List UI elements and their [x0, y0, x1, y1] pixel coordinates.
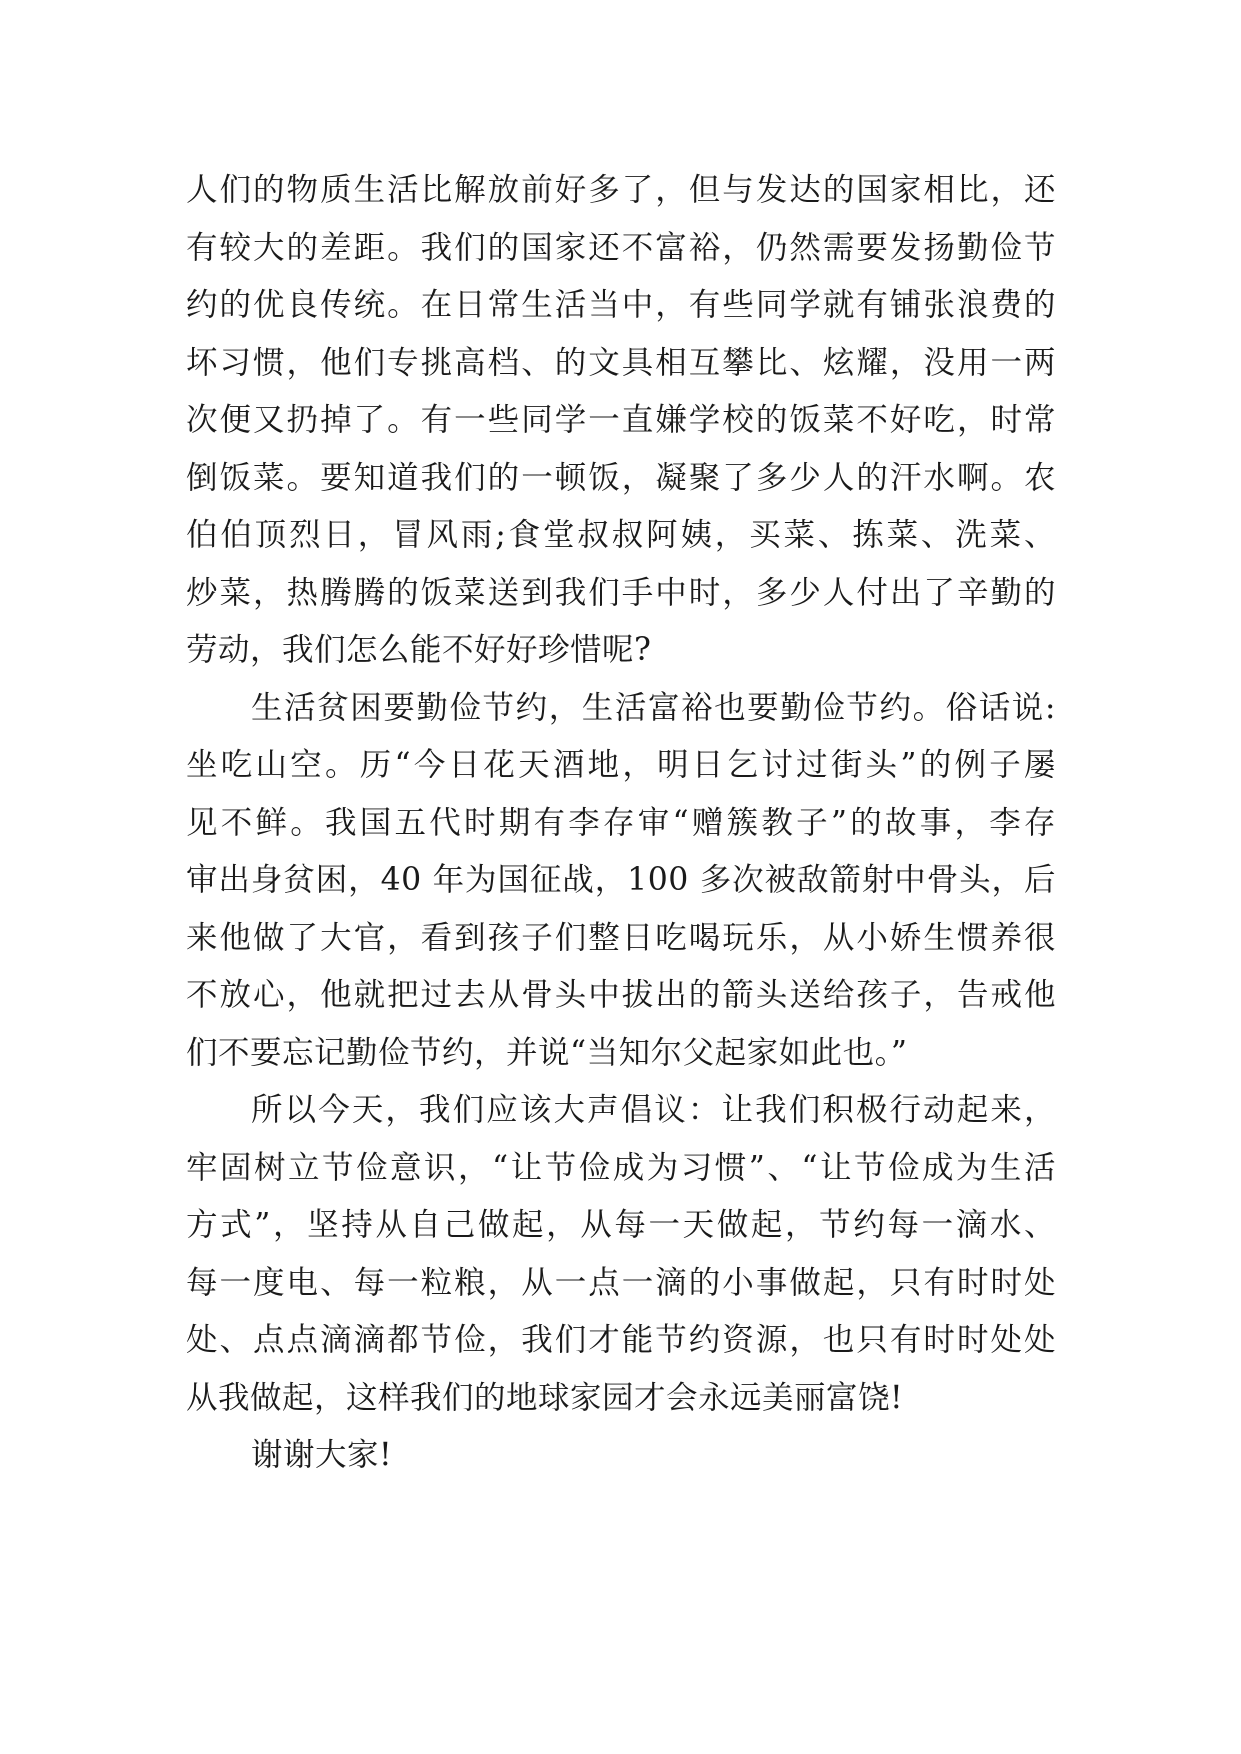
text-line: 每一度电、每一粒粮，从一点一滴的小事做起，只有时时处: [186, 1264, 1056, 1301]
text-line: 不放心，他就把过去从骨头中拔出的箭头送给孩子，告戒他: [186, 977, 1056, 1013]
text-line: 处、点点滴滴都节俭，我们才能节约资源，也只有时时处处: [186, 1322, 1056, 1358]
text-line: 人们的物质生活比解放前好多了，但与发达的国家相比，还: [186, 172, 1056, 208]
text-line: 谢谢大家!: [251, 1437, 393, 1473]
text-line: 约的优良传统。在日常生活当中，有些同学就有铺张浪费的: [186, 287, 1056, 323]
text-line: 次便又扔掉了。有一些同学一直嫌学校的饭菜不好吃，时常: [186, 402, 1056, 438]
text-line: 坐吃山空。历“今日花天酒地，明日乞讨过街头”的例子屡: [186, 747, 1056, 783]
text-line: 炒菜，热腾腾的饭菜送到我们手中时，多少人付出了辛勤的: [186, 574, 1056, 611]
text-line: 见不鲜。我国五代时期有李存审“赠簇教子”的故事，李存: [186, 804, 1056, 841]
text-line: 方式”，坚持从自己做起，从每一天做起，节约每一滴水、: [186, 1207, 1056, 1243]
text-line: 生活贫困要勤俭节约，生活富裕也要勤俭节约。俗话说:: [251, 689, 1056, 726]
text-line: 牢固树立节俭意识，“让节俭成为习惯”、“让节俭成为生活: [186, 1149, 1056, 1186]
text-line: 所以今天，我们应该大声倡议：让我们积极行动起来，: [251, 1092, 1056, 1128]
text-line: 坏习惯，他们专挑高档、的文具相互攀比、炫耀，没用一两: [186, 344, 1056, 381]
document-body: [186, 162, 1056, 1485]
text-line: 审出身贫困，40 年为国征战，100 多次被敌箭射中骨头，后: [186, 862, 1056, 898]
text-line: 们不要忘记勤俭节约，并说“当知尔父起家如此也。”: [186, 1034, 908, 1071]
text-line: 从我做起，这样我们的地球家园才会永远美丽富饶!: [186, 1379, 904, 1416]
text-line: 来他做了大官，看到孩子们整日吃喝玩乐，从小娇生惯养很: [186, 919, 1056, 956]
text-line: 倒饭菜。要知道我们的一顿饭，凝聚了多少人的汗水啊。农: [186, 459, 1056, 496]
text-line: 劳动，我们怎么能不好好珍惜呢?: [186, 632, 652, 668]
text-line: 伯伯顶烈日，冒风雨;食堂叔叔阿姨，买菜、拣菜、洗菜、: [186, 517, 1056, 553]
text-line: 有较大的差距。我们的国家还不富裕，仍然需要发扬勤俭节: [186, 229, 1056, 266]
